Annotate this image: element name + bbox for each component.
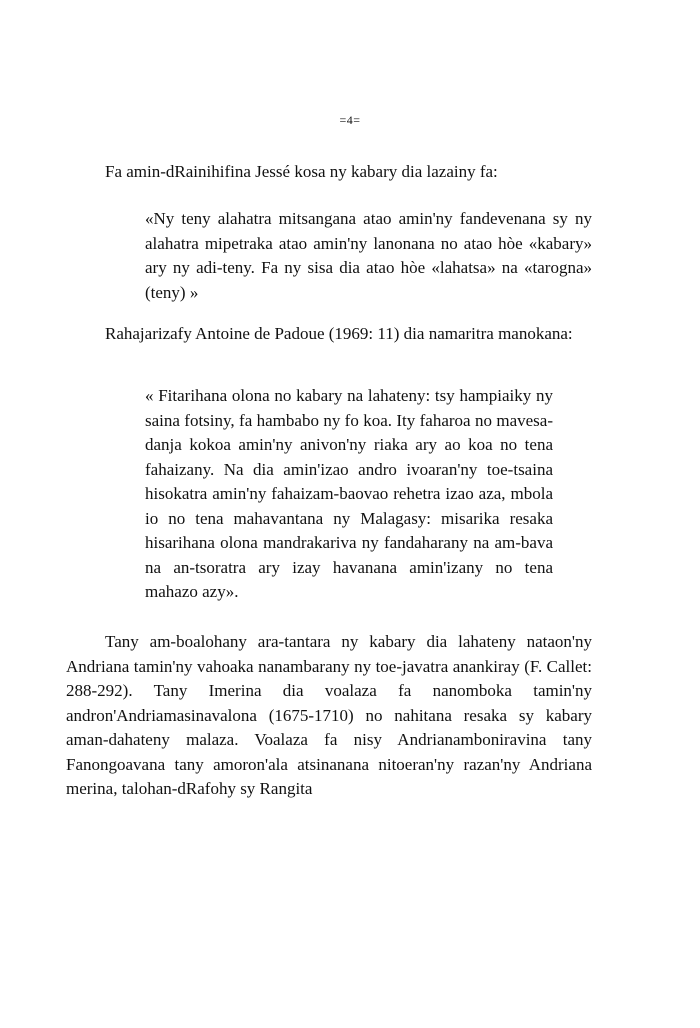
block-quote-definition: «Ny teny alahatra mitsangana atao amin'ny fandevenana sy ny alahatra mipetraka atao amin'ny lanonana no atao hòe «kabary» ary ny adi-teny. Fa ny sisa dia atao hòe «lahatsa» na «tarogna» (teny) » [145,209,592,302]
citation-paragraph: Rahajarizafy Antoine de Padoue (1969: 11) dia namaritra manokana: [105,324,573,343]
page-number: =4= [339,113,361,127]
block-quote-rahajarizafy: « Fitarihana olona no kabary na lahateny: tsy hampiaiky ny saina fotsiny, fa hambabo ny fo koa. Ity faharoa no mavesa-danja kokoa amin'ny anivon'ny riaka ary ao koa no tena fahaizany. Na dia amin'izao andro ivoaran'ny toe-tsaina hisokatra amin'ny fahaizam-baovao rehetra izao aza, mbola io no tena mahavantana ny Malagasy: misarika resaka hisarihana olona mandrakariva ny fandaharany na am-bava na an-tsoratra ary izay havanana amin'izany no tena mahazo azy». [145,386,553,601]
body-paragraph: Tany am-boalohany ara-tantara ny kabary dia lahateny nataon'ny Andriana tamin'ny vahoaka nanambarany ny toe-javatra anankiray (F. Callet: 288-292). Tany Imerina dia voalaza fa nanomboka tamin'ny andron'Andriamasinavalona (1675-1710) no nahitana resaka sy kabary aman-dahateny malaza. Voalaza fa nisy Andrianamboniravina tany Fanongoavana tany amoron'ala atsinanana nitoeran'ny razan'ny Andriana merina, talohan-dRafohy sy Rangita [66,632,592,798]
intro-paragraph: Fa amin-dRainihifina Jessé kosa ny kabary dia lazainy fa: [105,162,498,181]
